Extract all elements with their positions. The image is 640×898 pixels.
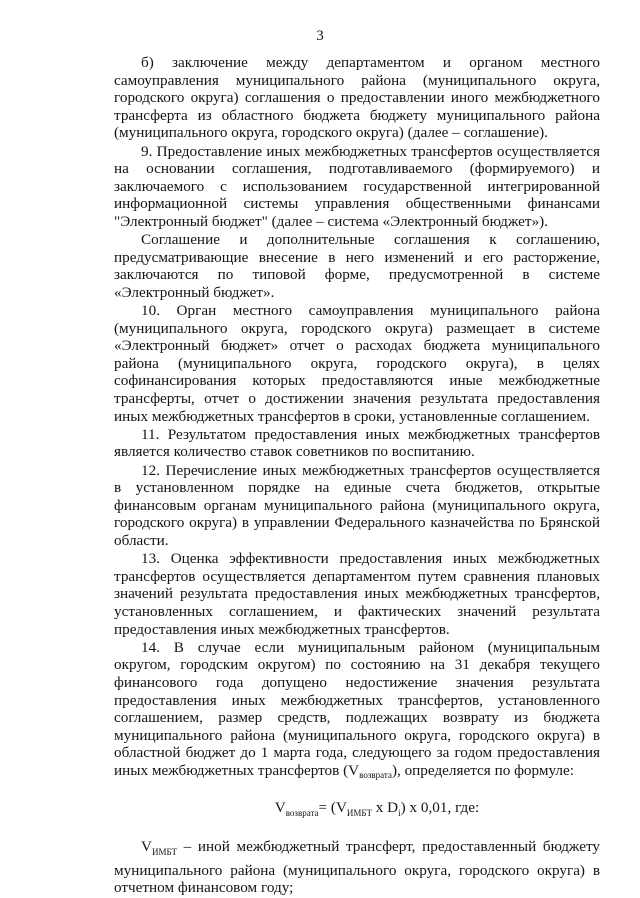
formula-v: V	[274, 798, 286, 816]
paragraph-agreement-conclusion: б) заключение между департаментом и органом местного самоуправления муниципального района (муниципального округа, городского округа) соглашения о предоставлении иного межбюджетного трансферта из областного бюджета бюджету муниципального района (муниципального округа, городского округа) (далее – соглашение).	[114, 54, 600, 142]
document-body	[114, 54, 600, 898]
paragraph-agreement-standard-form: Соглашение и дополнительные соглашения к соглашению, предусматривающие внесение в него изменений и его расторжение, заключаются по типовой форме, предусмотренной в системе «Электронный бюджет».	[114, 231, 600, 301]
formula-times-d: x D	[371, 798, 399, 816]
paragraph-13: 13. Оценка эффективности предоставления иных межбюджетных трансфертов осуществляется департаментом путем сравнения плановых значений результата предоставления иных межбюджетных трансфертов, установленных соглашением, и фактических значений результата предоставления иных межбюджетных трансфертов.	[114, 550, 600, 638]
formula-equals: = (V	[318, 798, 347, 816]
page-number: 3	[316, 28, 324, 44]
paragraph-14-tail: ), определяется по формуле:	[391, 761, 574, 779]
paragraph-12: 12. Перечисление иных межбюджетных трансфертов осуществляется в установленном порядке на единые счета бюджетов, открытые финансовым органам муниципального района (муниципального округа, городского округа) в управлении Федерального казначейства по Брянской области.	[114, 461, 600, 549]
paragraph-10: 10. Орган местного самоуправления муниципального района (муниципального округа, городского округа) размещает в системе «Электронный бюджет» отчет о расходах бюджета муниципального района (муниципального округа, городского округа), в целях софинансирования которых предоставляются иные межбюджетные трансферты, отчет о достижении значения результата предоставления иных межбюджетных трансфертов в сроки, установленные соглашением.	[114, 302, 600, 425]
definition-v: V	[141, 838, 152, 856]
refund-formula	[154, 799, 600, 823]
formula-v-subscript: возврата	[285, 807, 319, 818]
definition-v-subscript: ИМБТ	[151, 847, 178, 858]
formula-vimbt-subscript: ИМБТ	[346, 807, 372, 818]
definition-vimbt	[114, 838, 600, 897]
paragraph-9: 9. Предоставление иных межбюджетных трансфертов осуществляется на основании соглашения, подготавливаемого (формируемого) и заключаемого с использованием государственной интегрированной информационной системы управления общественными финансами "Электронный бюджет" (далее – система «Электронный бюджет»).	[114, 142, 600, 230]
paragraph-14-subscript: возврата	[359, 769, 392, 780]
paragraph-11: 11. Результатом предоставления иных межбюджетных трансфертов является количество ставок советников по воспитанию.	[114, 425, 600, 461]
definition-text: – иной межбюджетный трансферт, предоставленный бюджету муниципального района (муниципального округа, городского округа) в отчетном финансовом году;	[114, 838, 600, 897]
formula-rest: ) x 0,01, где:	[400, 798, 480, 816]
paragraph-14-text: 14. В случае если муниципальным районом (муниципальным округом, городским округом) по состоянию на 31 декабря текущего финансового года допущено недостижение значения результата предоставления иных межбюджетных трансфертов, установленного соглашением, размер средств, подлежащих возврату из бюджета муниципального района (муниципального округа, городского округа) в областной бюджет до 1 марта года, следующего за годом предоставления иных межбюджетных трансфертов (V	[114, 638, 600, 779]
paragraph-14	[114, 639, 600, 785]
formula-d-subscript: i	[398, 807, 401, 818]
